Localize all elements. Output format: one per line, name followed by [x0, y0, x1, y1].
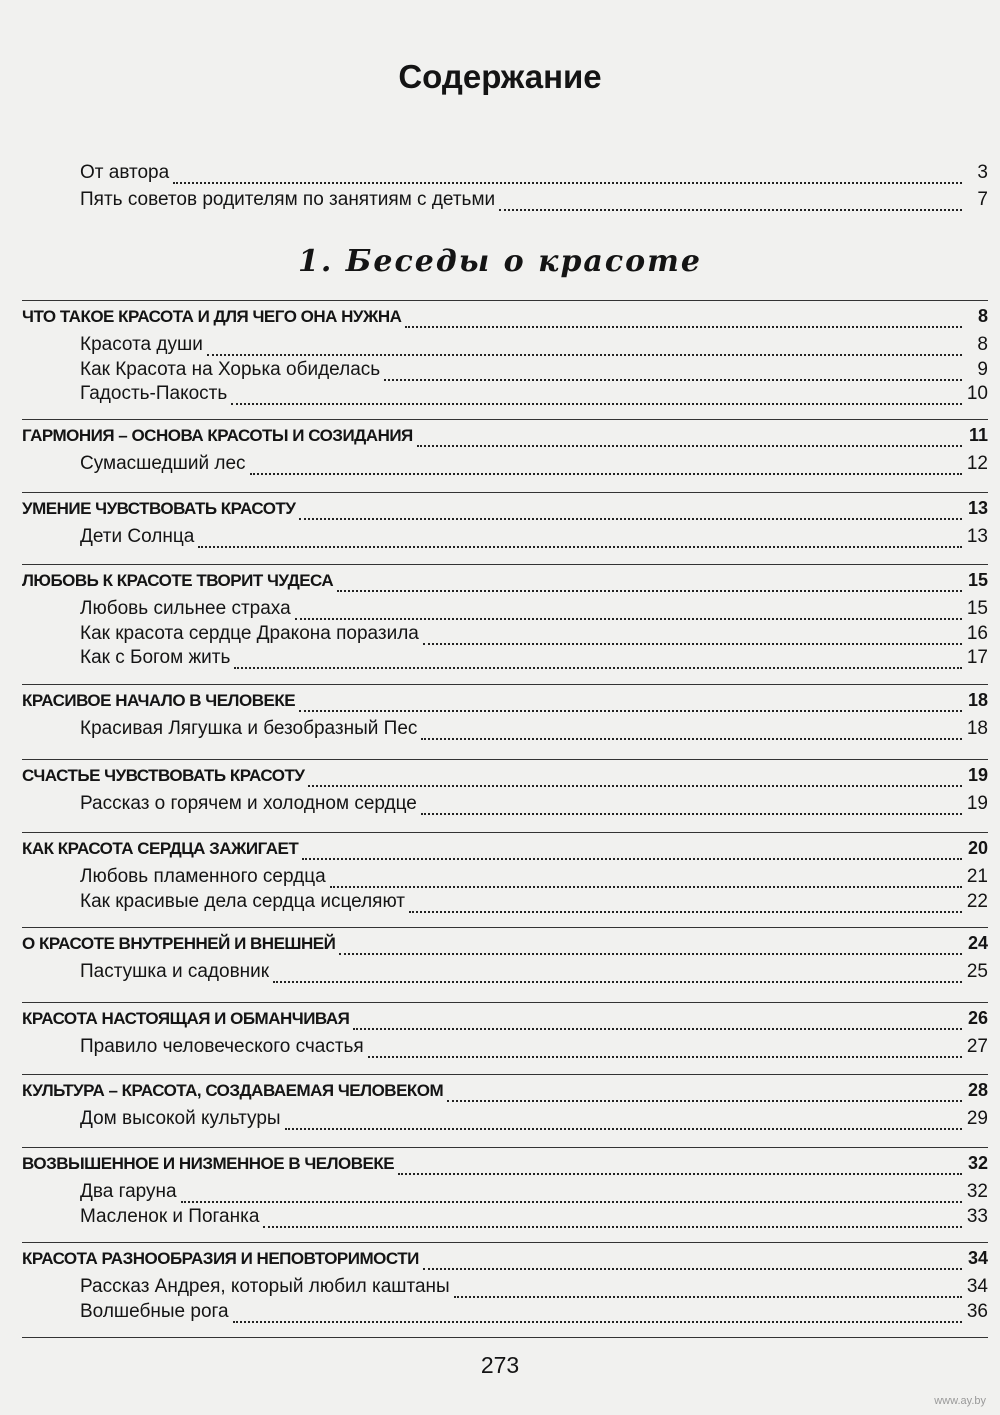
- toc-page-number: 28: [967, 1080, 988, 1100]
- toc-chapter-label: О КРАСОТЕ ВНУТРЕННЕЙ И ВНЕШНЕЙ: [22, 934, 336, 953]
- dot-leader: [234, 666, 962, 669]
- chapter-divider: [22, 492, 988, 493]
- watermark: www.ay.by: [934, 1395, 986, 1407]
- toc-page-number: 24: [967, 933, 988, 953]
- toc-chapter-row: [22, 425, 988, 453]
- chapter-divider: [22, 759, 988, 760]
- toc-entry-label: Сумасшедший лес: [80, 453, 246, 474]
- dot-leader: [207, 353, 962, 356]
- toc-chapter-row: [22, 570, 988, 598]
- toc-chapter-label: ЧТО ТАКОЕ КРАСОТА И ДЛЯ ЧЕГО ОНА НУЖНА: [22, 307, 402, 326]
- toc-entry-row: [80, 1036, 988, 1064]
- toc-page-number: 34: [966, 1276, 988, 1297]
- toc-entry-row: [80, 526, 988, 554]
- section-heading: 1. Беседы о красоте: [298, 244, 702, 279]
- toc-chapter-label: КУЛЬТУРА – КРАСОТА, СОЗДАВАЕМАЯ ЧЕЛОВЕКОМ: [22, 1081, 444, 1100]
- dot-leader: [330, 885, 962, 888]
- toc-chapter-row: [22, 690, 988, 718]
- toc-chapter-row: [22, 1080, 988, 1108]
- toc-entry-label: Два гаруна: [80, 1181, 177, 1202]
- toc-page-number: 18: [967, 690, 988, 710]
- toc-page-number: 19: [966, 793, 988, 814]
- toc-entry-label: Красота души: [80, 334, 203, 355]
- dot-leader: [368, 1055, 962, 1058]
- toc-page-number: 18: [966, 718, 988, 739]
- toc-entry-label: Рассказ Андрея, который любил каштаны: [80, 1276, 450, 1297]
- toc-entry-label: От автора: [80, 162, 170, 183]
- toc-page-number: 8: [977, 334, 988, 355]
- toc-intro-row: [80, 162, 988, 190]
- toc-page-number: 16: [966, 622, 988, 644]
- toc-page-number: 27: [966, 1036, 988, 1057]
- toc-page-number: 7: [977, 189, 988, 210]
- toc-entry-label: Как красивые дела сердца исцеляют: [80, 890, 405, 912]
- toc-page-number: 13: [966, 526, 988, 547]
- page-title: Содержание: [398, 58, 602, 95]
- toc-entry-label: Любовь сильнее страха: [80, 598, 291, 619]
- toc-chapter-label: УМЕНИЕ ЧУВСТВОВАТЬ КРАСОТУ: [22, 499, 296, 518]
- toc-chapter-row: [22, 765, 988, 793]
- toc-entry-row: [80, 961, 988, 989]
- toc-chapter-row: [22, 306, 988, 334]
- toc-page-number: 33: [966, 1205, 988, 1227]
- toc-entry-row: [80, 891, 988, 919]
- toc-entry-label: Как красота сердце Дракона поразила: [80, 622, 419, 644]
- toc-entry-row: [80, 647, 988, 675]
- dot-leader: [384, 378, 962, 381]
- chapter-divider: [22, 564, 988, 565]
- toc-chapter-row: [22, 1153, 988, 1181]
- dot-leader: [198, 545, 962, 548]
- toc-entry-row: [80, 1206, 988, 1234]
- toc-entry-label: Масленок и Поганка: [80, 1205, 260, 1227]
- chapter-divider: [22, 1002, 988, 1003]
- dot-leader: [421, 812, 962, 815]
- toc-page-number: 12: [966, 453, 988, 474]
- toc-page-number: 25: [966, 961, 988, 982]
- toc-chapter-row: [22, 933, 988, 961]
- toc-page-number: 26: [967, 1008, 988, 1028]
- dot-leader: [423, 642, 962, 645]
- dot-leader: [405, 325, 962, 328]
- toc-page-number: 11: [968, 425, 988, 445]
- dot-leader: [447, 1099, 962, 1102]
- chapter-divider: [22, 1074, 988, 1075]
- dot-leader: [263, 1225, 962, 1228]
- toc-entry-row: [80, 1108, 988, 1136]
- dot-leader: [231, 402, 962, 405]
- toc-page-number: 22: [966, 890, 988, 912]
- toc-entry-label: Дом высокой культуры: [80, 1108, 281, 1129]
- dot-leader: [173, 181, 962, 184]
- toc-page-number: 29: [966, 1108, 988, 1129]
- chapter-divider: [22, 832, 988, 833]
- toc-page-number: 13: [967, 498, 988, 518]
- dot-leader: [454, 1295, 962, 1298]
- dot-leader: [181, 1200, 962, 1203]
- toc-entry-label: Пастушка и садовник: [80, 961, 270, 982]
- toc-chapter-label: ГАРМОНИЯ – ОСНОВА КРАСОТЫ И СОЗИДАНИЯ: [22, 426, 413, 445]
- toc-page-number: 36: [966, 1300, 988, 1322]
- chapter-divider: [22, 300, 988, 301]
- toc-page-number: 21: [966, 866, 988, 887]
- toc-page-number: 8: [977, 306, 988, 326]
- dot-leader: [295, 617, 962, 620]
- toc-page-number: 34: [967, 1248, 988, 1268]
- toc-page-number: 19: [967, 765, 988, 785]
- toc-entry-row: [80, 453, 988, 481]
- toc-chapter-label: ЛЮБОВЬ К КРАСОТЕ ТВОРИТ ЧУДЕСА: [22, 571, 334, 590]
- dot-leader: [353, 1027, 962, 1030]
- toc-chapter-row: [22, 498, 988, 526]
- dot-leader: [285, 1127, 962, 1130]
- toc-entry-label: Как с Богом жить: [80, 647, 231, 668]
- chapter-divider: [22, 419, 988, 420]
- chapter-divider: [22, 927, 988, 928]
- toc-page-number: 17: [966, 647, 988, 668]
- toc-page-number: 9: [977, 358, 988, 380]
- chapter-divider: [22, 1242, 988, 1243]
- toc-intro-row: [80, 189, 988, 217]
- toc-page-number: 32: [966, 1181, 988, 1202]
- toc-chapter-label: КАК КРАСОТА СЕРДЦА ЗАЖИГАЕТ: [22, 839, 299, 858]
- toc-entry-label: Рассказ о горячем и холодном сердце: [80, 793, 417, 814]
- toc-page-number: 10: [966, 383, 988, 404]
- dot-leader: [302, 857, 962, 860]
- chapter-divider: [22, 684, 988, 685]
- dot-leader: [308, 784, 962, 787]
- dot-leader: [423, 1267, 962, 1270]
- toc-entry-row: [80, 1301, 988, 1329]
- toc-page-number: 3: [977, 162, 988, 183]
- dot-leader: [233, 1320, 962, 1323]
- toc-chapter-label: ВОЗВЫШЕННОЕ И НИЗМЕННОЕ В ЧЕЛОВЕКЕ: [22, 1154, 395, 1173]
- toc-chapter-label: КРАСИВОЕ НАЧАЛО В ЧЕЛОВЕКЕ: [22, 691, 296, 710]
- chapter-divider: [22, 1147, 988, 1148]
- dot-leader: [421, 737, 962, 740]
- dot-leader: [299, 709, 962, 712]
- toc-chapter-label: КРАСОТА РАЗНООБРАЗИЯ И НЕПОВТОРИМОСТИ: [22, 1249, 419, 1268]
- toc-page-number: 32: [967, 1153, 988, 1173]
- dot-leader: [499, 208, 962, 211]
- dot-leader: [299, 517, 962, 520]
- toc-page-number: 20: [967, 838, 988, 858]
- toc-chapter-row: [22, 838, 988, 866]
- toc-entry-row: [80, 383, 988, 411]
- toc-entry-label: Дети Солнца: [80, 526, 195, 547]
- dot-leader: [337, 589, 962, 592]
- toc-chapter-row: [22, 1248, 988, 1276]
- toc-page-number: 15: [966, 598, 988, 619]
- bottom-rule: [22, 1337, 988, 1338]
- toc-entry-label: Любовь пламенного сердца: [80, 866, 326, 887]
- toc-entry-label: Как Красота на Хорька обиделась: [80, 358, 381, 380]
- dot-leader: [273, 980, 962, 983]
- toc-entry-label: Правило человеческого счастья: [80, 1036, 364, 1057]
- dot-leader: [398, 1172, 962, 1175]
- toc-entry-label: Гадость-Пакость: [80, 383, 228, 404]
- dot-leader: [339, 952, 962, 955]
- toc-entry-label: Волшебные рога: [80, 1300, 229, 1322]
- dot-leader: [409, 910, 962, 913]
- dot-leader: [417, 444, 962, 447]
- toc-entry-label: Пять советов родителям по занятиям с детьми: [80, 189, 496, 210]
- toc-chapter-label: КРАСОТА НАСТОЯЩАЯ И ОБМАНЧИВАЯ: [22, 1009, 350, 1028]
- toc-entry-label: Красивая Лягушка и безобразный Пес: [80, 718, 418, 739]
- toc-entry-row: [80, 793, 988, 821]
- dot-leader: [250, 472, 962, 475]
- toc-chapter-label: СЧАСТЬЕ ЧУВСТВОВАТЬ КРАСОТУ: [22, 766, 305, 785]
- toc-chapter-row: [22, 1008, 988, 1036]
- toc-page-number: 15: [967, 570, 988, 590]
- toc-entry-row: [80, 718, 988, 746]
- page-number: 273: [480, 1352, 520, 1378]
